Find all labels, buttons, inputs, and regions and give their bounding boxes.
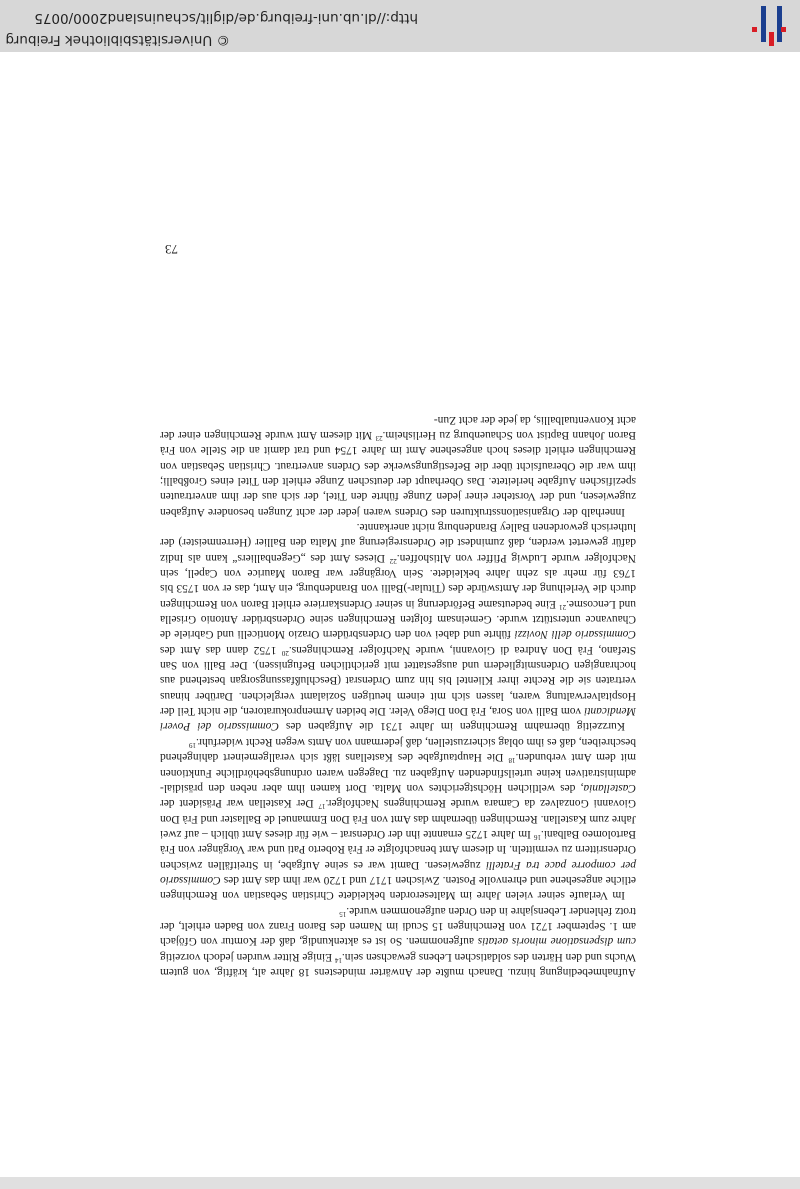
paragraph-3 [160,519,636,734]
logo-red-square-right [752,27,757,32]
text-run: Innerhalb der Organisationsstrukturen des Ordens waren jeder der acht Zungen besondere Aufgaben zugewiesen, und der Vorsteher einer jeden Zunge führte den Titel, der sich aus der ihm anvertrauten spezifischen Aufgabe herleitete. Das Oberhaupt der deutschen Zunge erhielt den Titel eines Großballi; ihm war die Oberaufsicht über die Befestigungswerke des Ordens anvertraut. Christian Sebastian von Remchingen erhielt dieses hoch angesehene Amt im Jahre 1754 und trat damit an die Stelle von Frà Baron Johann Baptist von Schauenburg zu Herlisheim. [160,428,636,518]
text-run: Der Kastellan war Präsident der [159,797,319,810]
footnote-ref: 17 [318,802,326,811]
text-run: Kurzzeitig übernahm Remchingen im Jahre 1731 die Aufgaben des [278,720,625,733]
page-number: 73 [165,242,178,257]
footnote-ref: 21 [559,602,567,611]
italic-term: cum dispensatione minoris aetatis [477,935,636,948]
text-run: Eine bedeutsame Beförderung in seiner Ordenskarriere erhielt Baron von Remchingen durch die Verleihung der Amtswürde des (Titular-)Balli von Brandenburg, ein Amt, das er von 1753 bis 1763 für mehr als zehn Jahre bekleidete. Sein Vorgänger war Baron Maurice von Capell, sein Nachfolger wurde Ludwig Pfiffer von Altishoffen. [160,551,636,610]
top-margin-bar [0,1177,800,1189]
footnote-ref: 16 [533,832,541,841]
text-run: Aufnahmebedingung hinzu. Danach mußte der Anwärter mindestens 18 Jahre alt, kräftig, von gutem Wuchs und den Härten des soldatischen Lebens gewachsen sein. [160,950,636,978]
text-run: Mit diesem Amt wurde Remchingen einer der acht Konventualballis, da jede der acht Zun- [160,413,636,441]
footnote-ref: 20 [281,648,289,657]
italic-term: Commissario per comporre pace tra Fratelli [160,858,636,886]
logo-red-square-left [781,27,786,32]
footnote-ref: 19 [189,740,196,749]
footnote-ref: 18 [508,756,516,765]
italic-term: Commissario delli Novizzi [514,628,636,641]
document-body [160,411,636,979]
text-run: vom Balli von Sora, Frà Don Diego Veler. Die beiden Armenprokuratoren, die nicht Teil der Hospitalverwaltung waren, lassen sich mit einem heutigen Sozialamt vergleichen. Darüber hinaus vertraten sie die Rechte ihrer Klientel bis hin zum Ordensrat (Beschlußfassungsorgan bestehend aus hochrangigen Ordensmitgliedern und ausgestattet mit gerichtlichen Befugnissen). Der Balli von San Stefano, Frà Don Andrea di Giovanni, wurde Nachfolger Remchingens. [160,643,636,718]
text-run: zugewiesen. Damit war es seine Aufgabe, in Streitfällen zwischen Ordensrittern zu vermitteln. In diesem Amt benachfolgte er Frà Roberto Pati und war Vorgänger von Frà Bartolomeo Balbani. [160,827,636,871]
text-run: führte und dabei von den Ordensbrüdern Orazio Monticelli und Gabriele de Chauvance unterstützt wurde. Gemeinsam folgten Remchingen seine Ordensbrüder Antonio Grisella und Lencosme. [160,597,636,641]
paragraph-2 [160,734,636,903]
footnote-ref: 23 [375,433,383,442]
italic-term: Commissario dei Poveri Mendicanti [160,705,636,733]
italic-term: Castellania [583,781,636,794]
text-run: Dieses Amt des „Gegenballiers“ kann als Indiz dafür gewertet werden, daß zumindest die Ordensregierung auf Malta den Ballier (Herrenmeister) der lutherisch gewordenen Balley Brandenburg nicht anerkannte. [159,521,636,564]
text-run: Im Verlaufe seiner vielen Jahre im Malteserorden bekleidete Christian Sebastian von Remchingen etliche angesehene und ehrenvolle Posten. Zwischen 1717 und 1720 war ihm das Amt des [160,873,636,902]
logo-red-bar [769,32,774,46]
logo-blue-bar-right [761,6,766,42]
text-run: Die Hauptaufgabe des Kastellans läßt sich verallgemeinert dahingehend beschreiben, daß es ihm oblag sicherzustellen, daß jedermann von Amts wegen Recht widerfuhr. [159,735,636,764]
footnote-ref: 15 [339,909,347,918]
text-run: 1752 dann das Amt des [160,643,282,656]
footnote-ref: 22 [389,556,397,565]
footer-url-link[interactable]: http://dl.ub.uni-freiburg.de/diglit/schauinsland2000/0075 [34,10,418,26]
logo-blue-bar-left [777,6,782,42]
footer-copyright: © Universitätsbibliothek Freiburg [5,32,230,48]
text-run: , des weltlichen Höchstgerichtes von Malta. Dort kamen ihm aber neben den präsidial-administrativen keine urteilsfindenden Aufgaben zu. Dagegen waren ordnungsbehördliche Funktionen mit dem Amt verbunden. [160,751,636,794]
text-run: Im Jahre 1725 ernannte ihn der Ordensrat – wie für dieses Amt üblich – auf zwei Jahre zum Kastellan. Remchingen übernahm das Amt von Frà Don Emmanuel de Ballaster und Frà Don Giovanni Gonzalvez da Camara wurde Remchingens Nachfolger. [160,797,636,840]
text-run: Einige Ritter wurden jedoch vorzeitig [159,950,335,963]
footnote-ref: 14 [334,955,342,964]
ub-freiburg-logo-icon [750,6,786,46]
paragraph-4 [160,411,636,518]
text-run: aufgenommen. So ist es aktenkundig, daß der Komtur von Gföjach am 1. September 1721 von Remchingen 15 Scudi im Namen des Baron Franz von Baden erhielt, der trotz fehlender Lebensjahre in den Orden aufgenommen wurde. [160,904,636,948]
paragraph-1 [160,902,636,979]
